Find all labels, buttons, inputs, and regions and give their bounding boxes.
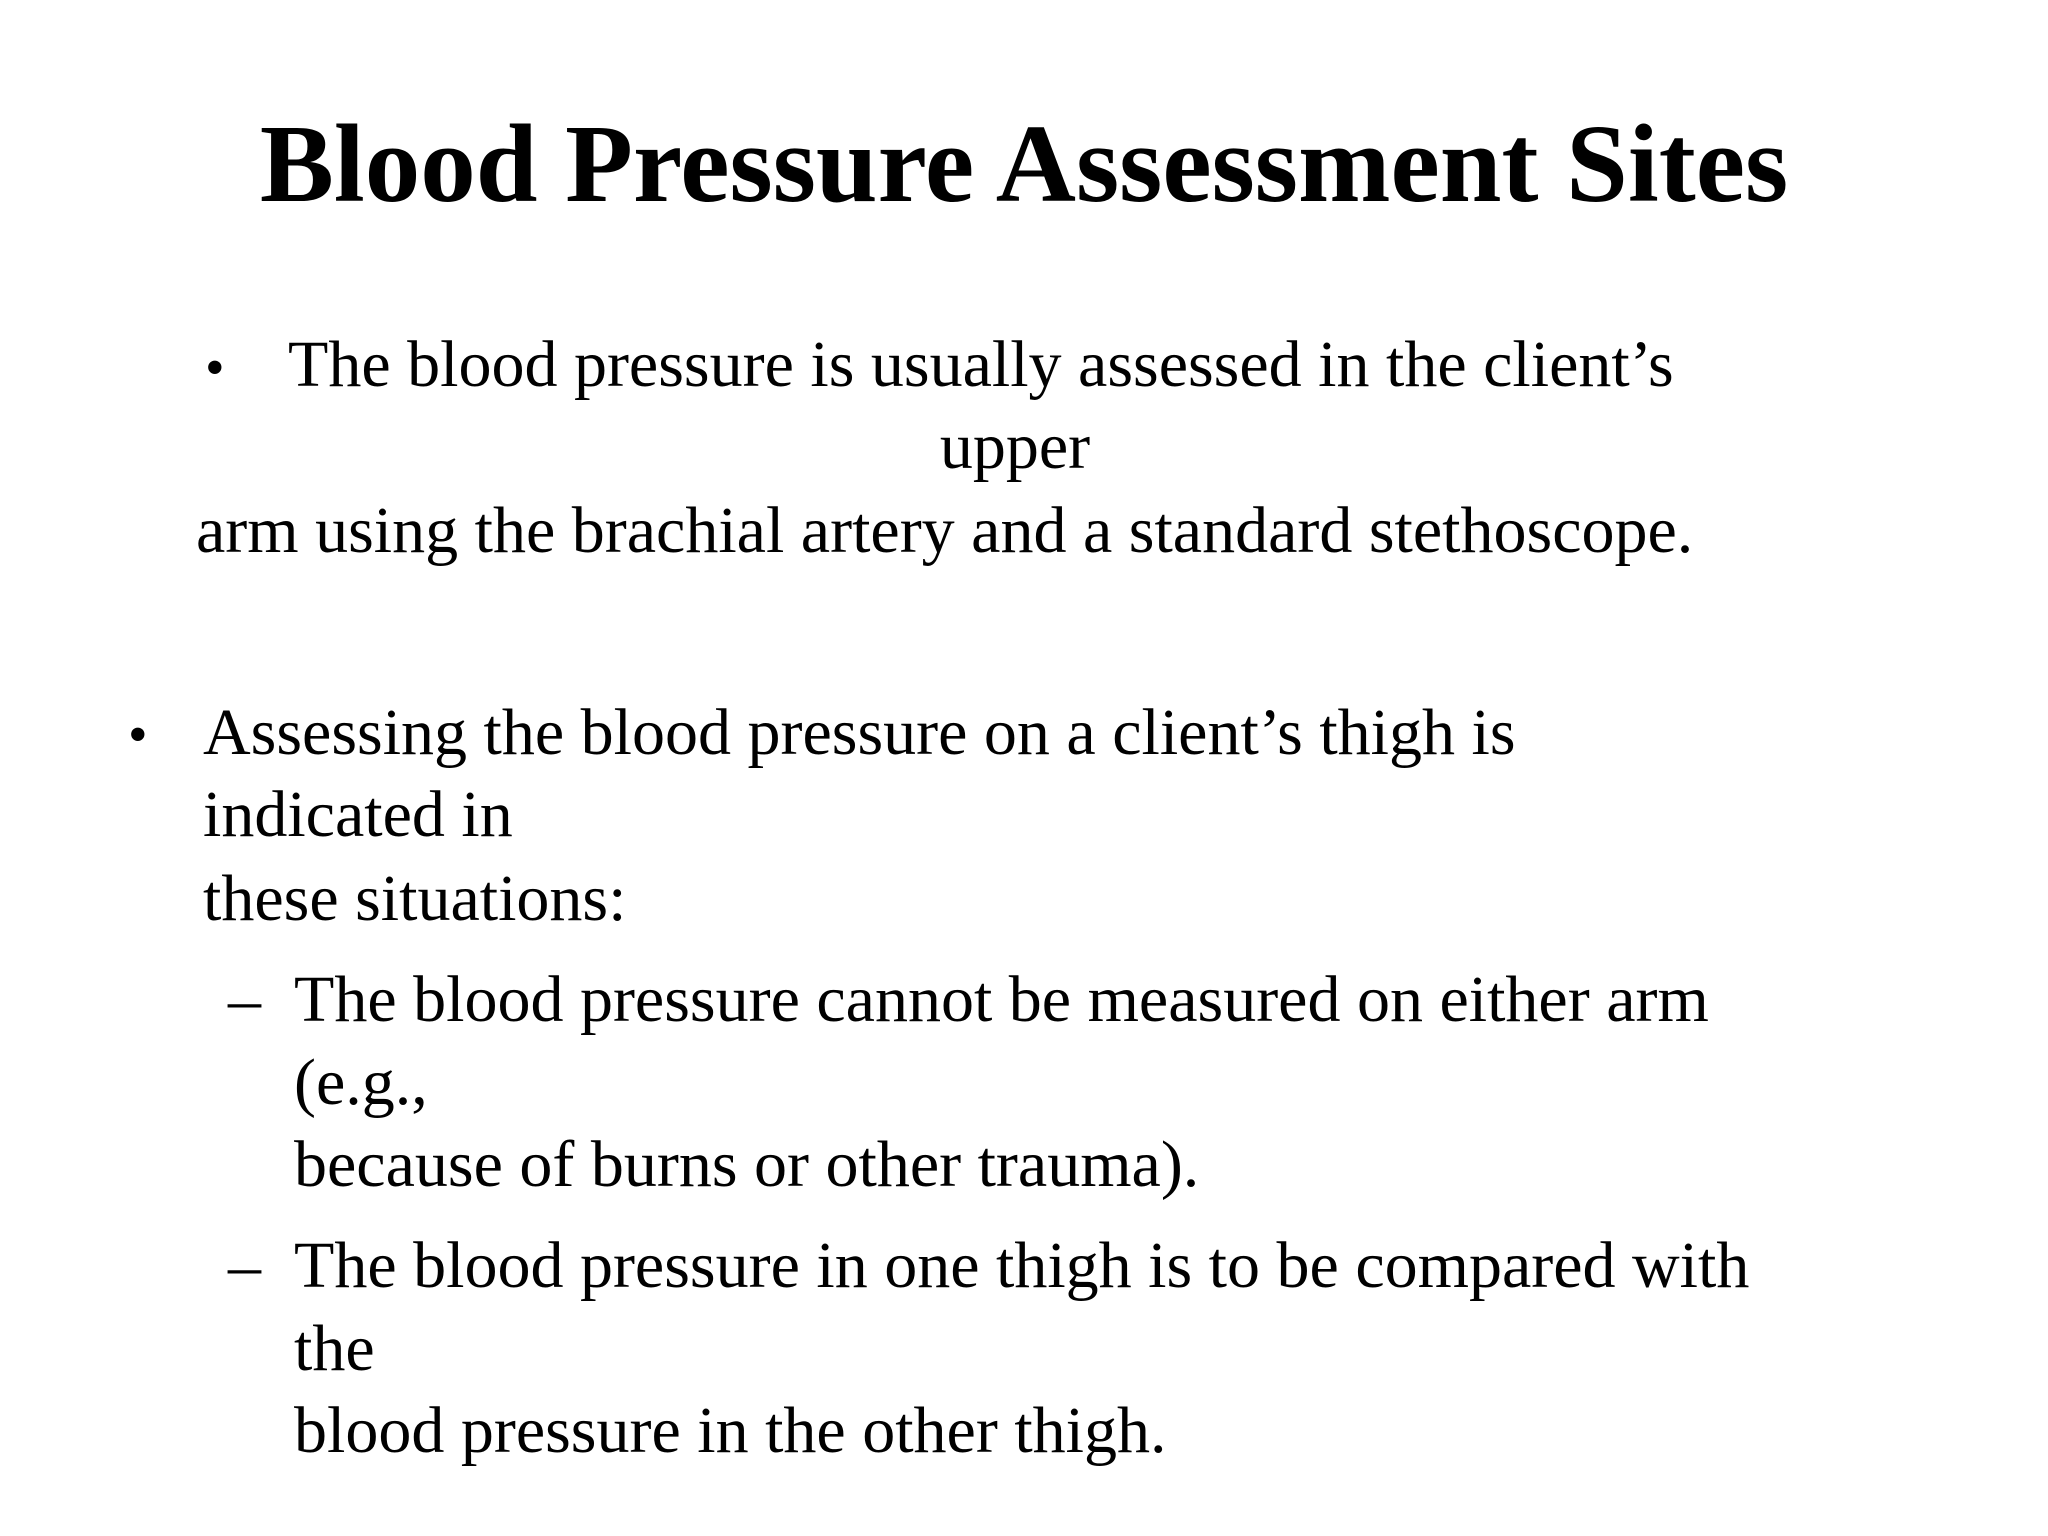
sub-item-2-line-1: The blood pressure in one thigh is to be compared with [294, 1229, 1750, 1302]
bullet-marker: • [128, 704, 148, 766]
dash-marker: – [228, 963, 261, 1036]
sub-item-1-line-3: because of burns or other trauma). [294, 1128, 1200, 1201]
sub-item-1-line-2: (e.g., [294, 1046, 428, 1119]
bullet-1-line-2: upper [939, 410, 1091, 483]
bullet-2-line-3: these situations: [203, 862, 627, 935]
sub-item-2-line-2: the [294, 1312, 375, 1385]
bullet-2-line-1: Assessing the blood pressure on a client’s thigh is [203, 696, 1516, 769]
bullet-1-line-1: The blood pressure is usually assessed in the client’s [288, 328, 1674, 401]
slide-title: Blood Pressure Assessment Sites [259, 103, 1789, 226]
bullet-1-line-3: arm using the brachial artery and a standard stethoscope. [196, 494, 1694, 567]
bullet-2-line-2: indicated in [203, 778, 513, 851]
sub-item-1-line-1: The blood pressure cannot be measured on either arm [294, 963, 1709, 1036]
bullet-marker: • [205, 337, 225, 399]
dash-marker: – [228, 1229, 261, 1302]
sub-item-2-line-3: blood pressure in the other thigh. [294, 1394, 1167, 1467]
